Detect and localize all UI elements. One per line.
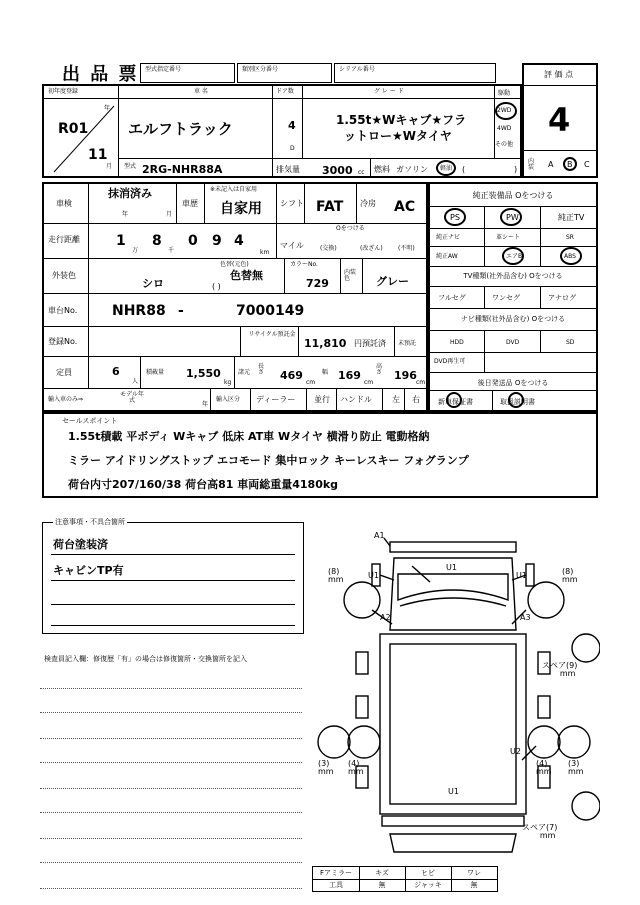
- displacement-value: 3000: [322, 164, 353, 177]
- doors-label: ドア数: [276, 88, 294, 95]
- mileage-unit-man: 万: [132, 247, 139, 254]
- legend-tools-value: 無: [378, 881, 386, 889]
- damage-u1-top: U1: [446, 563, 457, 572]
- fuel-value: ガソリン: [396, 165, 428, 174]
- length-label: 長さ: [258, 363, 265, 376]
- color-no-label: カラーNo.: [290, 261, 318, 268]
- color-value: シロ: [142, 277, 164, 290]
- legend-jack: ジャッキ: [414, 881, 442, 889]
- equip-pw-circle: [500, 208, 522, 226]
- handle-label: ハンドル: [340, 395, 372, 404]
- color-label: 外装色: [52, 271, 76, 280]
- later-title: 後日発送品 Oをつける: [477, 379, 549, 387]
- legend-crack: ヒビ: [421, 869, 435, 877]
- sales-points-line2: ミラー アイドリングストップ エコモード 集中ロック キーレスキー フォグランプ: [68, 454, 469, 467]
- width-value: 169: [338, 369, 361, 382]
- navi-sd: SD: [566, 339, 575, 346]
- handle-right: 右: [412, 395, 420, 404]
- sales-points-line3: 荷台内寸207/160/38 荷台高81 車両総重量4180kg: [68, 478, 339, 491]
- mileage-digit-1: 1: [116, 233, 126, 249]
- navi-dvd: DVD: [506, 339, 520, 346]
- fuel-diesel: 軽油: [440, 165, 453, 172]
- tire-front-left: (8) mm: [328, 567, 344, 584]
- tire-rear-right-inner: (4) mm: [536, 759, 552, 776]
- details-table: [42, 182, 428, 412]
- chassis-prefix: NHR88: [112, 303, 166, 319]
- chassis-label: 車台No.: [48, 306, 78, 315]
- equip-airbag: エアB: [506, 253, 523, 260]
- use-note: ※未記入は自家用: [210, 186, 258, 193]
- import-dealer: ディーラー: [256, 395, 296, 404]
- grade-line2: ットロー★Wタイヤ: [344, 129, 452, 143]
- load-label: 積載量: [146, 369, 165, 376]
- mileage-digit-3: 0: [188, 233, 198, 249]
- car-name: エルフトラック: [128, 120, 233, 138]
- first-reg-month: 11: [88, 147, 108, 163]
- mileage-unit-km: km: [260, 249, 270, 256]
- score-box: [522, 63, 598, 178]
- tire-front-right: (8) mm: [562, 567, 578, 584]
- damage-a2: A2: [380, 613, 391, 622]
- capacity-label: 定員: [56, 368, 72, 377]
- damage-u2: U2: [510, 747, 521, 756]
- month-unit: 月: [106, 163, 113, 170]
- legend-scratch: キズ: [375, 869, 389, 877]
- load-value: 1,550: [186, 367, 221, 380]
- recycle-unit: 円預託済: [354, 339, 386, 348]
- tv-analog: アナログ: [548, 294, 576, 302]
- sales-points-label: セールスポイント: [62, 417, 118, 425]
- sales-points-line1: 1.55t積載 平ボディ Wキャブ 低床 AT車 Wタイヤ 横滑り防止 電動格納: [68, 430, 430, 443]
- mileage-circle-note: Oをつける: [336, 225, 365, 232]
- inspector-note: 検査員記入欄：修復歴「有」の場合は修復箇所・交換箇所を記入: [44, 655, 247, 663]
- tv-one: ワンセグ: [492, 294, 520, 302]
- interior-grade-a: A: [548, 160, 554, 169]
- import-label: 輸入車のみ⇒: [48, 396, 84, 403]
- tire-rear-left-inner: (4) mm: [348, 759, 364, 776]
- notes-label: 注意事項・不具合箇所: [55, 518, 125, 526]
- drive-4wd: 4WD: [497, 125, 512, 132]
- tv-title: TV種類(社外品含む) Oをつける: [463, 272, 563, 280]
- inspection-value: 抹消済み: [108, 187, 152, 200]
- fuel-label: 燃料: [374, 165, 390, 174]
- car-name-label: 車 名: [194, 88, 208, 95]
- tire-spare-2: スペア(7) mm: [522, 823, 558, 840]
- chassis-dash: -: [178, 303, 184, 319]
- equip-airbag-circle: [502, 247, 524, 265]
- equip-ps-circle: [444, 208, 466, 226]
- serial-box: [334, 63, 496, 83]
- later-warranty-circle: [446, 392, 462, 408]
- displacement-label: 排気量: [276, 165, 300, 174]
- import-parallel: 並行: [314, 395, 330, 404]
- legend-break: ワレ: [467, 869, 481, 877]
- damage-u1-left: U1: [368, 571, 379, 580]
- tire-spare-1: スペア(9) mm: [542, 661, 578, 678]
- equip-tv: 純正TV: [558, 213, 585, 222]
- mileage-label: 走行距離: [48, 235, 80, 244]
- serial-label: シリアル番号: [339, 66, 375, 73]
- ac-label: 冷房: [360, 199, 376, 208]
- navi-hdd: HDD: [450, 339, 464, 346]
- mile-label: マイル: [280, 241, 304, 250]
- damage-a3: A3: [520, 613, 531, 622]
- damage-u1-bottom: U1: [448, 787, 459, 796]
- height-label: 高さ: [376, 363, 383, 376]
- equip-abs-circle: [560, 247, 582, 265]
- reg-slash: [50, 100, 116, 174]
- chassis-number: 7000149: [236, 303, 305, 319]
- class-box: [237, 63, 332, 83]
- recycle-label: リサイクル預託金: [248, 331, 296, 338]
- equipment-table: [428, 182, 598, 412]
- door-suffix: D: [290, 145, 295, 152]
- recycle-value: 11,810: [304, 337, 347, 350]
- inspection-month-unit: 月: [166, 211, 173, 218]
- document-title: 出 品 票: [62, 64, 139, 85]
- ac-value: AC: [394, 199, 416, 215]
- handle-left: 左: [392, 395, 400, 404]
- equip-abs: ABS: [564, 253, 576, 260]
- model-value: 2RG-NHR88A: [142, 163, 223, 176]
- drive-other: その他: [495, 141, 514, 148]
- interior-grade-circle: [563, 157, 577, 171]
- first-reg-year: R01: [58, 121, 89, 137]
- length-unit: cm: [306, 379, 316, 386]
- model-year-unit: 年: [202, 401, 209, 408]
- registration-label: 登録No.: [48, 337, 78, 346]
- class-label: 類別区分番号: [242, 66, 279, 73]
- import-class-label: 輸入区分: [216, 396, 241, 403]
- drive-2wd-circle: [495, 102, 517, 120]
- repaint-label: 色替(元色): [220, 261, 249, 268]
- equip-ps: PS: [450, 213, 460, 222]
- use-label: 車歴: [182, 199, 198, 208]
- shift-value: FAT: [316, 199, 344, 215]
- capacity-unit: 人: [132, 378, 139, 385]
- notes-line1: 荷台塗装済: [53, 538, 108, 551]
- damage-a1: A1: [374, 531, 385, 540]
- drive-label: 駆動: [498, 90, 511, 97]
- model-cert-box: [140, 63, 235, 83]
- recycle-unpaid: 未預託: [398, 340, 417, 347]
- width-unit: cm: [364, 379, 374, 386]
- dvd-playback: DVD再生可: [434, 358, 466, 365]
- equip-aw: 純正AW: [436, 253, 458, 260]
- grade-label: グ レ ー ド: [374, 88, 404, 95]
- legend-tools: 工具: [329, 881, 343, 889]
- equip-navi: 純正ナビ: [436, 234, 461, 241]
- tv-full: フルセグ: [438, 294, 466, 302]
- use-value: 自家用: [220, 201, 262, 217]
- tire-rear-left-outer: (3) mm: [318, 759, 334, 776]
- equipment-title: 純正装備品 Oをつける: [472, 191, 554, 200]
- model-year-label: モデル年式: [120, 391, 144, 404]
- mileage-digit-5: 4: [234, 233, 244, 249]
- inspection-year-unit: 年: [122, 211, 129, 218]
- repaint-value: 色替無: [230, 269, 263, 282]
- notes-line2: キャビンTP有: [53, 564, 124, 577]
- later-manual: 取扱説明書: [500, 398, 535, 406]
- first-reg-label: 初年度登録: [48, 88, 79, 95]
- displacement-unit: cc: [358, 169, 365, 176]
- navi-title: ナビ種類(社外品含む) Oをつける: [460, 315, 566, 323]
- vehicle-info-table: 初年度登録 年 R01 11 月 車 名 エルフトラック ドア数 4 D グ レ ー ド 1.55t★Wキャブ★フラ ットロー★Wタイヤ 駆動 2WD 4WD その他 型式 2RG-NHR88A 排気量 3000 cc 燃料 ガソリン 軽油 ( ): [42, 84, 522, 178]
- notes-box: [42, 518, 304, 634]
- spec-label: 諸元: [238, 369, 251, 376]
- legend-table: [312, 866, 498, 892]
- interior-grade-label: 内装: [528, 158, 535, 171]
- model-cert-label: 型式指定番号: [145, 66, 182, 73]
- width-label: 幅: [322, 369, 329, 376]
- damage-u1-right: U1: [516, 571, 527, 580]
- score-value: 4: [548, 101, 571, 139]
- mileage-digit-4: 9: [212, 233, 222, 249]
- legend-jack-value: 無: [470, 881, 478, 889]
- inspection-label: 車検: [56, 199, 72, 208]
- grade-line1: 1.55t★Wキャブ★フラ: [336, 113, 467, 127]
- capacity-value: 6: [112, 365, 120, 378]
- doors-value: 4: [288, 119, 296, 132]
- shift-label: シフト: [280, 199, 304, 208]
- interior-color-label: 内装色: [344, 269, 357, 282]
- equip-sr: SR: [566, 234, 574, 241]
- mileage-swap: (交換): [320, 245, 337, 252]
- color-no: 729: [306, 277, 329, 290]
- sales-points-box: [42, 412, 598, 498]
- interior-color-value: グレー: [376, 275, 409, 288]
- repaint-paren: ( ): [212, 282, 221, 291]
- load-unit: kg: [224, 379, 232, 386]
- mileage-modified: (改ざん): [360, 245, 383, 252]
- equip-leather: 革シート: [496, 234, 521, 241]
- year-unit: 年: [104, 105, 111, 112]
- mileage-digit-2: 8: [152, 233, 162, 249]
- mileage-unit-sen: 千: [168, 247, 175, 254]
- score-label: 評 価 点: [544, 70, 574, 79]
- mileage-unknown: (不明): [398, 245, 415, 252]
- model-label: 型式: [124, 163, 137, 170]
- interior-grade-b: B: [567, 160, 573, 169]
- later-manual-circle: [508, 392, 524, 408]
- fuel-circle: [436, 160, 456, 176]
- interior-grade-c: C: [584, 160, 590, 169]
- equip-pw: PW: [506, 213, 519, 222]
- later-warranty: 新車保証書: [438, 398, 473, 406]
- drive-2wd: 2WD: [497, 107, 512, 114]
- height-value: 196: [394, 369, 417, 382]
- tire-rear-right-outer: (3) mm: [568, 759, 584, 776]
- height-unit: cm: [416, 379, 426, 386]
- length-value: 469: [280, 369, 303, 382]
- legend-mirror: Fアミラー: [319, 869, 353, 877]
